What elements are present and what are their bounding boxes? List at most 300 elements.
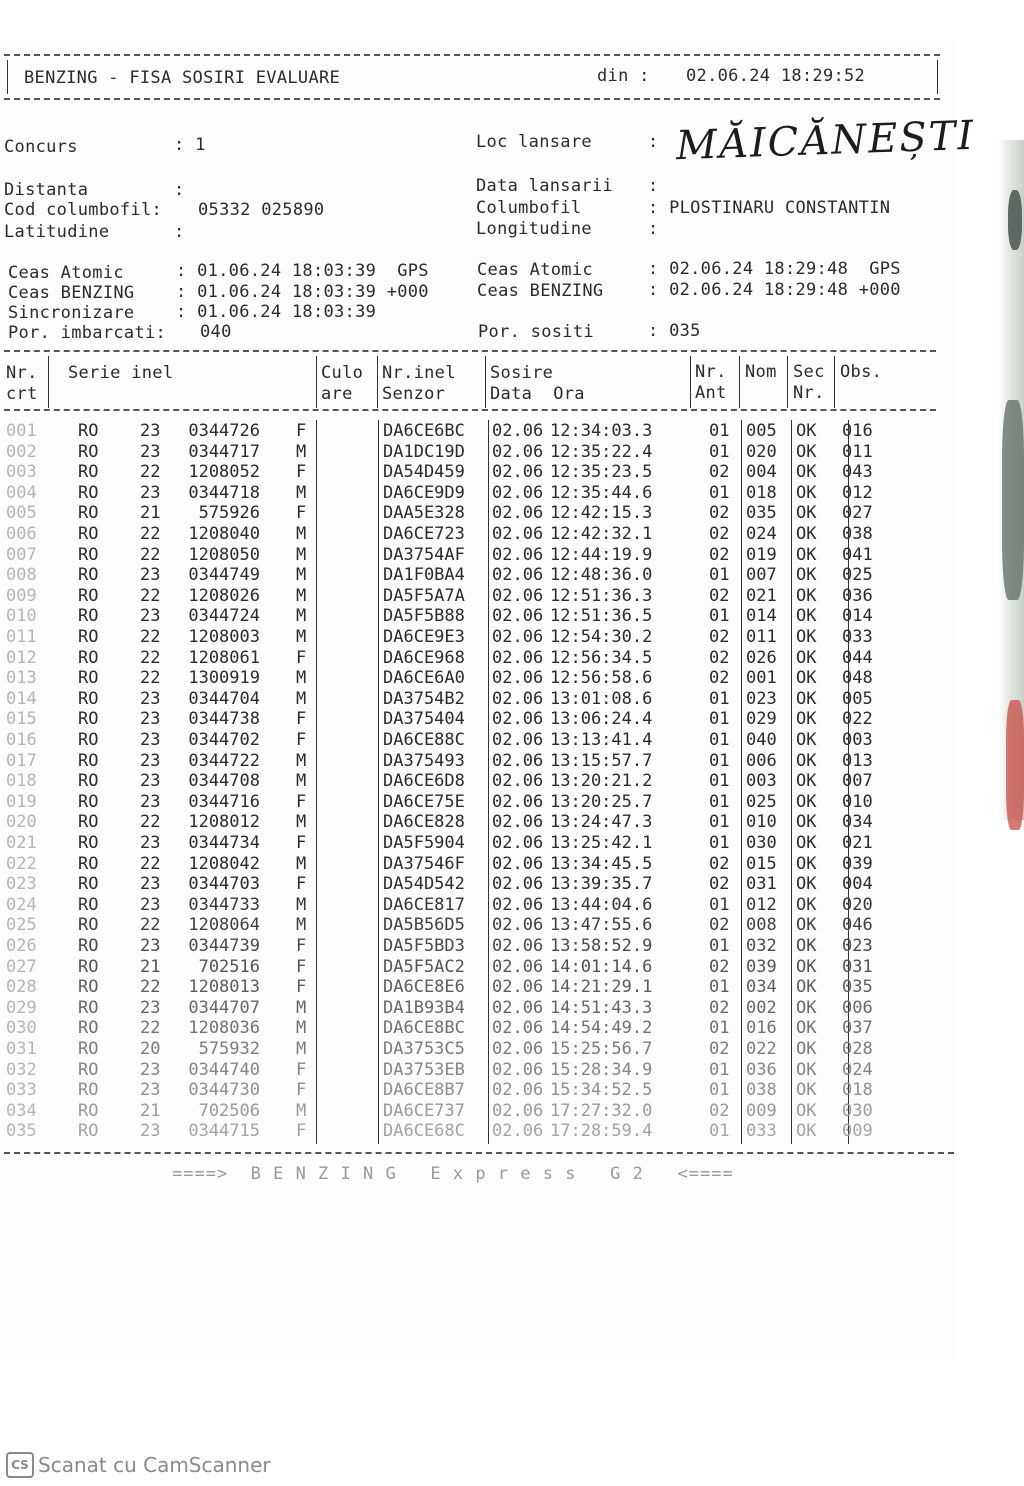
cell-sensor: DA6CE6A0 [383,668,465,689]
table-row [0,751,955,771]
cell-ant: 02 [709,1039,730,1059]
table-row [0,503,955,523]
cell-ant: 01 [709,1121,730,1142]
table-row [0,606,955,626]
cell-sensor: DA5F5B88 [383,606,465,627]
table-row [0,1018,955,1038]
cell-num: 0344730 [188,1080,260,1101]
cell-sex: M [296,853,307,874]
cell-date: 02.06 [492,1080,544,1101]
cell-obs: 031 [842,956,873,977]
cell-crt: 010 [6,606,37,627]
cell-time: 12:34:03.3 [550,421,653,441]
cell-year: 23 [140,1121,161,1142]
cell-sensor: DA3753EB [383,1059,465,1080]
cell-ant: 02 [709,585,730,606]
cell-ant: 02 [709,915,730,936]
cell-time: 13:01:08.6 [550,688,653,709]
cell-sensor: DA6CE6BC [383,421,465,441]
cell-nom: 022 [746,1039,777,1059]
cell-sec: OK [796,1100,817,1121]
cell-sex: M [296,565,307,586]
cell-ant: 01 [709,812,730,833]
cell-ant: 01 [709,482,730,503]
col-sep [739,356,740,408]
ceas-atomic-label: Ceas Atomic [8,263,124,283]
cell-time: 13:47:55.6 [550,915,653,936]
distanta-value: : [174,180,185,200]
cell-ro: RO [78,421,99,441]
cell-year: 22 [140,627,161,647]
ceas-benzing-value: : 01.06.24 18:03:39 +000 [176,282,429,302]
cell-time: 13:20:25.7 [550,791,653,812]
cell-crt: 031 [6,1039,37,1059]
cell-sensor: DA375493 [383,750,465,771]
cell-year: 23 [140,606,161,627]
cell-year: 23 [140,421,161,441]
cell-sec: OK [796,874,817,895]
cell-sensor: DA54D459 [383,462,465,483]
cell-obs: 033 [842,627,873,647]
cell-crt: 027 [6,956,37,977]
cell-num: 0344715 [188,1121,260,1142]
header-sec: Sec [793,362,825,382]
table-row [0,730,955,750]
cell-obs: 010 [842,791,873,812]
cell-sex: F [296,503,307,524]
concurs-label: Concurs [4,137,78,157]
cell-date: 02.06 [492,730,544,750]
concurs-value: : 1 [174,135,206,155]
cell-sec: OK [796,997,817,1018]
cell-ant: 01 [709,977,730,998]
cell-ro: RO [78,688,99,709]
cell-year: 23 [140,688,161,709]
cell-nom: 005 [746,421,777,441]
cell-ant: 02 [709,524,730,544]
cell-ro: RO [78,833,99,853]
cell-sensor: DA1F0BA4 [383,565,465,586]
cell-sensor: DA3754AF [383,544,465,565]
cell-num: 0344726 [188,421,260,441]
cell-ant: 01 [709,1059,730,1080]
cell-sex: M [296,1100,307,1121]
cell-date: 02.06 [492,482,544,503]
table-row [0,957,955,977]
table-row [0,545,955,565]
data-lansarii-value: : [648,176,659,196]
cell-ant: 01 [709,750,730,771]
table-row [0,915,955,935]
cell-sex: M [296,606,307,627]
cell-date: 02.06 [492,1059,544,1080]
cell-ant: 01 [709,894,730,915]
cell-crt: 009 [6,585,37,606]
cell-year: 21 [140,956,161,977]
cell-ro: RO [78,482,99,503]
cell-sex: M [296,441,307,462]
cell-num: 0344739 [188,936,260,956]
cell-obs: 004 [842,874,873,895]
cell-ant: 01 [709,833,730,853]
cell-sensor: DA5F5A7A [383,585,465,606]
cell-year: 21 [140,503,161,524]
cell-time: 12:56:58.6 [550,668,653,689]
porumbei-sositi-value: : 035 [648,321,701,341]
header-top-border [4,54,940,56]
col-sep [377,356,378,408]
din-label: din : [597,66,650,86]
cell-sex: M [296,812,307,833]
cell-sex: M [296,585,307,606]
cell-sec: OK [796,1018,817,1039]
cell-num: 0344702 [188,730,260,750]
cell-ro: RO [78,503,99,524]
cell-date: 02.06 [492,709,544,730]
cell-num: 702506 [198,1100,260,1121]
cell-date: 02.06 [492,997,544,1018]
cell-obs: 009 [842,1121,873,1142]
ceas-atomic-value: : 01.06.24 18:03:39 GPS [176,261,429,281]
table-row [0,709,955,729]
cell-ro: RO [78,441,99,462]
cell-sex: F [296,1080,307,1101]
cell-crt: 029 [6,997,37,1018]
cell-ant: 02 [709,997,730,1018]
cell-ant: 02 [709,544,730,565]
cell-num: 1208013 [188,977,260,998]
cell-time: 12:56:34.5 [550,647,653,668]
cell-nom: 006 [746,750,777,771]
cell-sex: F [296,1059,307,1080]
cell-sex: M [296,1018,307,1039]
cell-num: 1208003 [188,627,260,647]
cell-year: 22 [140,585,161,606]
cell-ant: 01 [709,565,730,586]
cell-num: 0344733 [188,894,260,915]
cell-crt: 001 [6,421,37,441]
sincronizare-label: Sincronizare [8,303,135,323]
cell-date: 02.06 [492,833,544,853]
table-row [0,998,955,1018]
cell-sensor: DA6CE8BC [383,1018,465,1039]
col-sep [485,356,486,408]
cell-date: 02.06 [492,503,544,524]
cell-ant: 02 [709,956,730,977]
cell-ro: RO [78,874,99,895]
cod-columbofil-label: Cod columbofil: [4,200,163,220]
cell-sensor: DA6CE68C [383,1121,465,1142]
cell-sex: F [296,936,307,956]
cell-year: 23 [140,565,161,586]
loc-lansare-colon: : [648,132,659,152]
cell-sec: OK [796,606,817,627]
cell-nom: 031 [746,874,777,895]
cell-time: 13:15:57.7 [550,750,653,771]
cell-nom: 009 [746,1100,777,1121]
table-row [0,874,955,894]
cell-sensor: DA6CE828 [383,812,465,833]
cell-crt: 035 [6,1121,37,1142]
cell-ant: 02 [709,462,730,483]
cell-num: 0344717 [188,441,260,462]
cell-sec: OK [796,791,817,812]
cell-sec: OK [796,503,817,524]
longitudine-value: : [648,219,659,239]
cell-sensor: DA6CE737 [383,1100,465,1121]
cell-ro: RO [78,1039,99,1059]
cell-ant: 01 [709,791,730,812]
porumbei-imbarcati-label: Por. imbarcati: [8,323,167,343]
columbofil-value: : PLOSTINARU CONSTANTIN [648,198,891,218]
cell-crt: 022 [6,853,37,874]
cell-num: 0344738 [188,709,260,730]
cell-sec: OK [796,915,817,936]
cell-sec: OK [796,565,817,586]
cell-year: 22 [140,647,161,668]
cell-obs: 027 [842,503,873,524]
cell-num: 1208061 [188,647,260,668]
cell-sec: OK [796,1080,817,1101]
cell-ro: RO [78,915,99,936]
cell-time: 15:25:56.7 [550,1039,653,1059]
cell-ro: RO [78,1059,99,1080]
cell-sec: OK [796,894,817,915]
cell-year: 22 [140,462,161,483]
cell-sex: F [296,874,307,895]
cell-obs: 012 [842,482,873,503]
cell-crt: 034 [6,1100,37,1121]
cell-crt: 002 [6,441,37,462]
cell-date: 02.06 [492,688,544,709]
cell-crt: 007 [6,544,37,565]
cell-sex: M [296,894,307,915]
header-serie-inel: Serie inel [68,363,174,383]
cell-sex: F [296,977,307,998]
cell-sex: M [296,544,307,565]
cell-sec: OK [796,833,817,853]
cell-nom: 039 [746,956,777,977]
cell-sec: OK [796,730,817,750]
cell-sensor: DA54D542 [383,874,465,895]
cell-sex: M [296,482,307,503]
cell-sensor: DA6CE723 [383,524,465,544]
cell-obs: 013 [842,750,873,771]
cell-num: 702516 [198,956,260,977]
cell-nom: 011 [746,627,777,647]
col-sep [690,356,691,408]
cell-ro: RO [78,894,99,915]
cell-year: 23 [140,1059,161,1080]
cell-nom: 032 [746,936,777,956]
cell-crt: 024 [6,894,37,915]
cell-sec: OK [796,977,817,998]
ceas-benzing-2-label: Ceas BENZING [477,281,604,301]
table-row [0,689,955,709]
cell-ro: RO [78,606,99,627]
cell-nom: 015 [746,853,777,874]
cell-sensor: DA6CE9D9 [383,482,465,503]
cell-time: 12:35:44.6 [550,482,653,503]
cell-time: 17:27:32.0 [550,1100,653,1121]
header-crt: crt [6,384,38,404]
cell-year: 22 [140,1018,161,1039]
cell-ro: RO [78,627,99,647]
cell-year: 22 [140,915,161,936]
cell-obs: 014 [842,606,873,627]
table-bottom-border [4,1152,954,1154]
cell-year: 23 [140,997,161,1018]
cell-sensor: DA3754B2 [383,688,465,709]
cell-num: 0344703 [188,874,260,895]
cell-nom: 003 [746,771,777,792]
cell-num: 0344707 [188,997,260,1018]
cell-crt: 032 [6,1059,37,1080]
cell-obs: 016 [842,421,873,441]
cell-ant: 01 [709,730,730,750]
cell-date: 02.06 [492,462,544,483]
cell-sex: M [296,915,307,936]
cell-crt: 028 [6,977,37,998]
cell-sex: F [296,462,307,483]
cell-ro: RO [78,544,99,565]
cell-nom: 030 [746,833,777,853]
cell-crt: 012 [6,647,37,668]
cell-nom: 026 [746,647,777,668]
table-row [0,1060,955,1080]
cell-ant: 02 [709,874,730,895]
background-object [1002,400,1024,600]
cell-nom: 008 [746,915,777,936]
cell-ro: RO [78,791,99,812]
header-culoare-2: are [321,384,353,404]
cell-obs: 005 [842,688,873,709]
cell-crt: 011 [6,627,37,647]
cell-num: 575932 [198,1039,260,1059]
cell-ant: 01 [709,936,730,956]
table-row [0,833,955,853]
cell-crt: 026 [6,936,37,956]
cell-obs: 036 [842,585,873,606]
cell-year: 23 [140,936,161,956]
cell-ro: RO [78,812,99,833]
cell-ro: RO [78,462,99,483]
cell-time: 12:42:15.3 [550,503,653,524]
cell-ant: 01 [709,441,730,462]
columbofil-label: Columbofil [476,198,582,218]
cell-date: 02.06 [492,544,544,565]
cell-sensor: DA1DC19D [383,441,465,462]
cell-ro: RO [78,647,99,668]
cell-ro: RO [78,750,99,771]
cell-year: 23 [140,874,161,895]
cell-num: 1208040 [188,524,260,544]
cell-year: 23 [140,441,161,462]
col-sep [48,356,49,408]
cell-obs: 028 [842,1039,873,1059]
document-title: BENZING - FISA SOSIRI EVALUARE [24,68,341,88]
porumbei-sositi-label: Por. sositi [478,322,594,342]
camscanner-icon: CS [6,1452,34,1478]
cell-time: 14:54:49.2 [550,1018,653,1039]
cell-nom: 001 [746,668,777,689]
table-row [0,854,955,874]
cell-sex: F [296,730,307,750]
col-sep [787,356,788,408]
cell-date: 02.06 [492,936,544,956]
camscanner-watermark [6,1452,271,1478]
cell-sec: OK [796,421,817,441]
cell-sec: OK [796,1039,817,1059]
cell-year: 22 [140,812,161,833]
cell-ro: RO [78,1121,99,1142]
cell-nom: 004 [746,462,777,483]
cell-date: 02.06 [492,1039,544,1059]
cell-sec: OK [796,750,817,771]
header-ant: Ant [695,383,727,403]
cell-year: 22 [140,977,161,998]
cell-ant: 02 [709,668,730,689]
cell-ro: RO [78,730,99,750]
table-header-border [4,409,936,411]
cell-sex: M [296,771,307,792]
cell-ro: RO [78,585,99,606]
cell-obs: 021 [842,833,873,853]
cell-sex: M [296,668,307,689]
cell-nom: 012 [746,894,777,915]
cell-sensor: DA6CE8B7 [383,1080,465,1101]
cell-num: 0344708 [188,771,260,792]
cell-sensor: DA6CE9E3 [383,627,465,647]
cell-nom: 040 [746,730,777,750]
cell-year: 23 [140,730,161,750]
latitudine-value: : [174,222,185,242]
cell-sex: F [296,709,307,730]
cell-num: 1208064 [188,915,260,936]
cell-nom: 018 [746,482,777,503]
cell-ro: RO [78,1018,99,1039]
cell-sensor: DA375404 [383,709,465,730]
cell-sensor: DA5F5904 [383,833,465,853]
cell-obs: 035 [842,977,873,998]
cell-obs: 025 [842,565,873,586]
cell-num: 1208036 [188,1018,260,1039]
cell-sensor: DA37546F [383,853,465,874]
cell-date: 02.06 [492,791,544,812]
header-nr-inel: Nr.inel [382,363,456,383]
cell-ro: RO [78,956,99,977]
cell-sec: OK [796,936,817,956]
header-right-border [937,60,938,94]
table-row [0,895,955,915]
cell-sex: F [296,956,307,977]
cell-year: 22 [140,853,161,874]
cell-nom: 020 [746,441,777,462]
cell-time: 12:42:32.1 [550,524,653,544]
header-obs: Obs. [840,362,883,382]
cell-num: 0344704 [188,688,260,709]
cell-sex: F [296,647,307,668]
cell-sensor: DA6CE968 [383,647,465,668]
cell-obs: 044 [842,647,873,668]
cell-num: 0344749 [188,565,260,586]
cell-time: 13:06:24.4 [550,709,653,730]
ceas-benzing-2-value: : 02.06.24 18:29:48 +000 [648,280,901,300]
cell-sex: M [296,524,307,544]
cell-time: 13:58:52.9 [550,936,653,956]
cell-crt: 008 [6,565,37,586]
table-row [0,565,955,585]
